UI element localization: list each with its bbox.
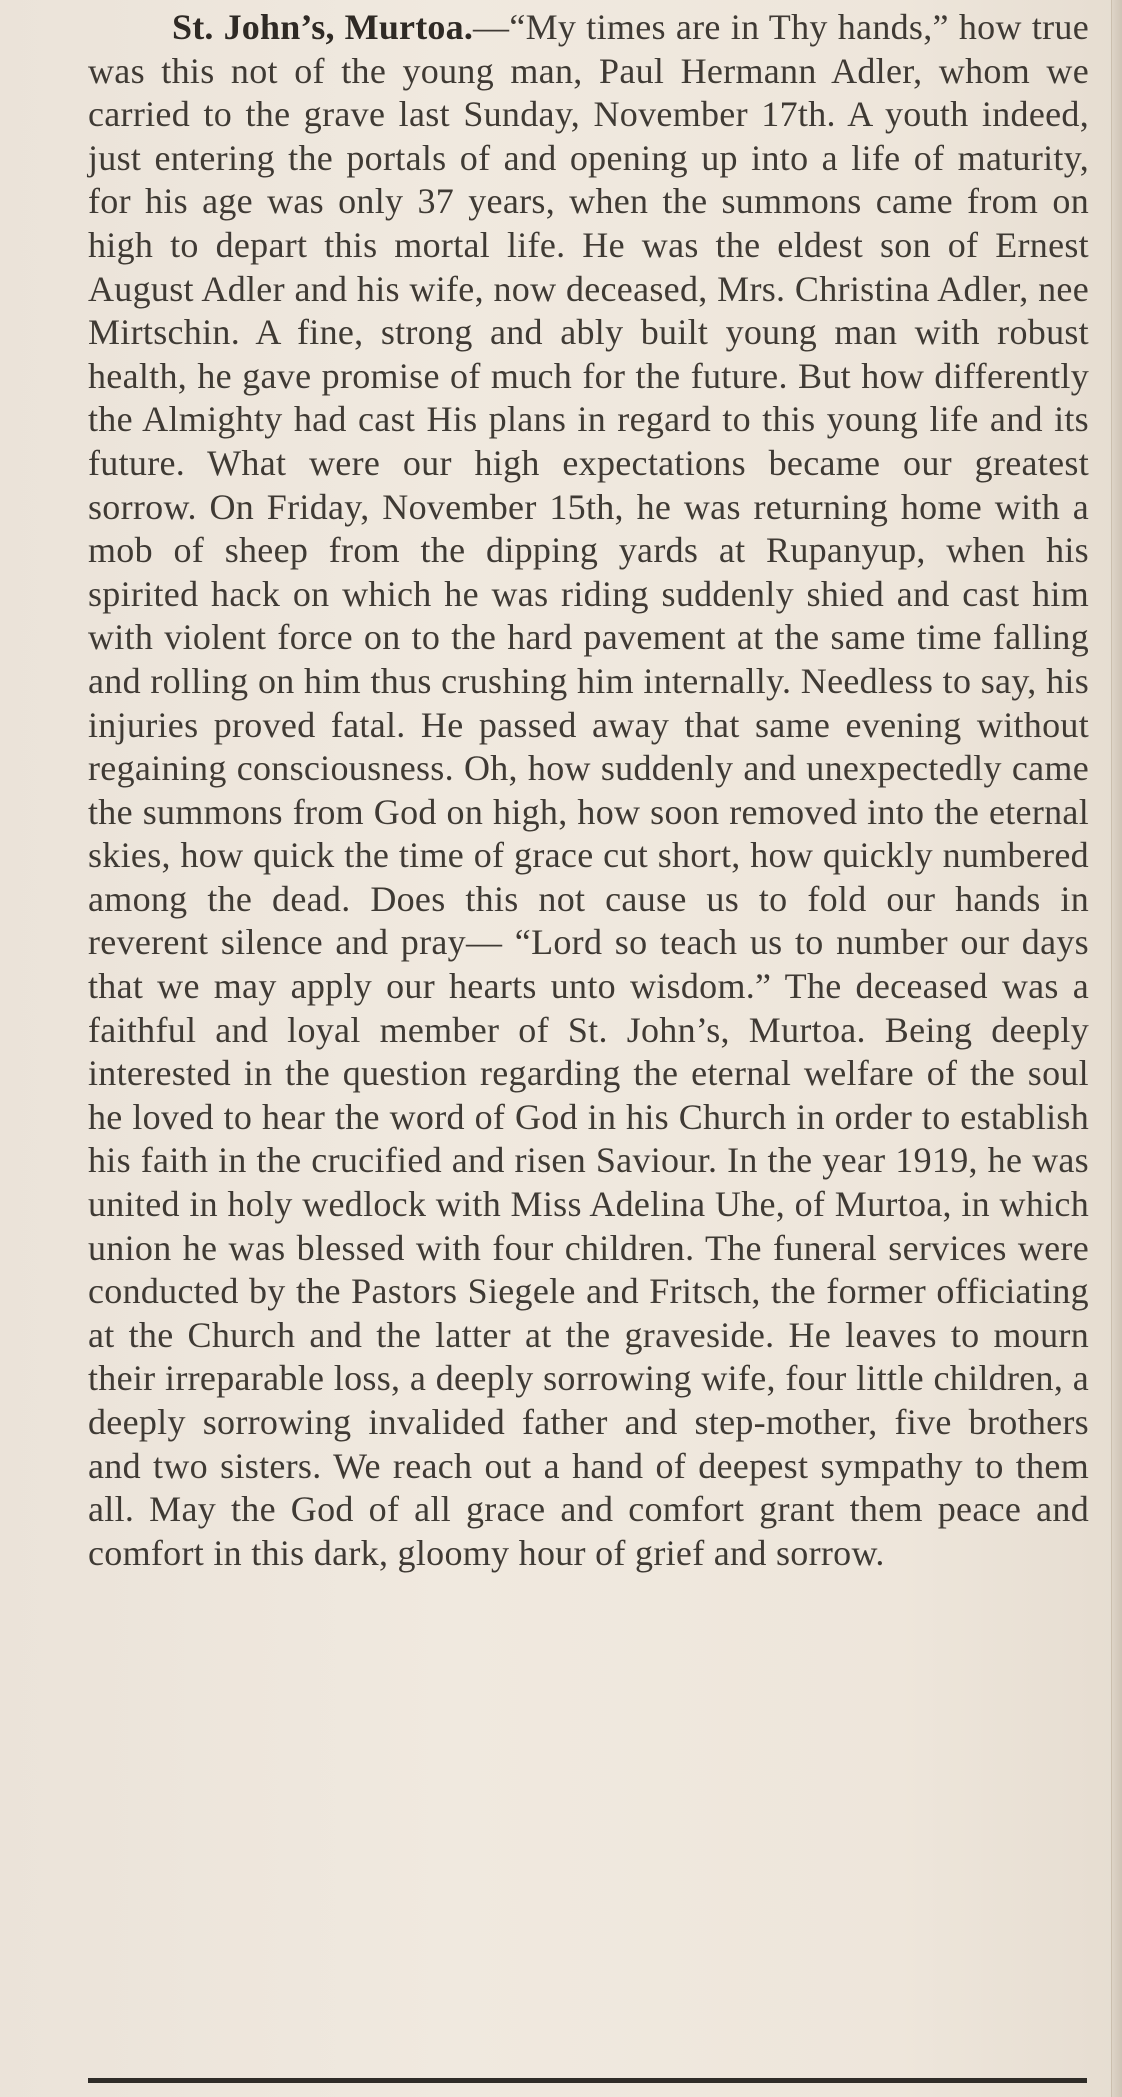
closing-rule bbox=[88, 2078, 1087, 2083]
article-body: —“My times are in Thy hands,” how true was this not of the young man, Paul Hermann Adler, whom we carried to the grave last Sunday, November 17th. A youth indeed, just entering the portals of and opening up into a life of maturity, for his age was only 37 years, when the summons came from on high to depart this mortal life. He was the eldest son of Ernest August Adler and his wife, now deceased, Mrs. Christina Adler, nee Mirtschin. A fine, strong and ably built young man with robust health, he gave promise of much for the future. But how differently the Almighty had cast His plans in regard to this young life and its future. What were our high expectations became our greatest sorrow. On Friday, November 15th, he was returning home with a mob of sheep from the dipping yards at Rupanyup, when his spirited hack on which he was riding suddenly shied and cast him with violent force on to the hard pavement at the same time falling and rolling on him thus crushing him internally. Needless to say, his injuries proved fatal. He passed away that same evening without regaining consciousness. Oh, how suddenly and unexpectedly came the summons from God on high, how soon removed into the eternal skies, how quick the time of grace cut short, how quickly numbered among the dead. Does this not cause us to fold our hands in reverent silence and pray— “Lord so teach us to number our days that we may apply our hearts unto wisdom.” The deceased was a faithful and loyal member of St. John’s, Murtoa. Being deeply interested in the question regarding the eternal welfare of the soul he loved to hear the word of God in his Church in order to establish his faith in the crucified and risen Saviour. In the year 1919, he was united in holy wedlock with Miss Adelina Uhe, of Murtoa, in which union he was blessed with four children. The funeral services were conducted by the Pastors Siegele and Fritsch, the former officiating at the Church and the latter at the graveside. He leaves to mourn their irreparable loss, a deeply sorrowing wife, four little children, a deeply sorrowing invalided father and step-mother, five brothers and two sisters. We reach out a hand of deepest sympathy to them all. May the God of all grace and comfort grant them peace and comfort in this dark, gloomy hour of grief and sorrow. bbox=[88, 7, 1090, 1573]
page-edge bbox=[1111, 0, 1122, 2097]
obituary-article bbox=[88, 6, 1089, 1575]
article-heading: St. John’s, Murtoa. bbox=[172, 7, 474, 47]
